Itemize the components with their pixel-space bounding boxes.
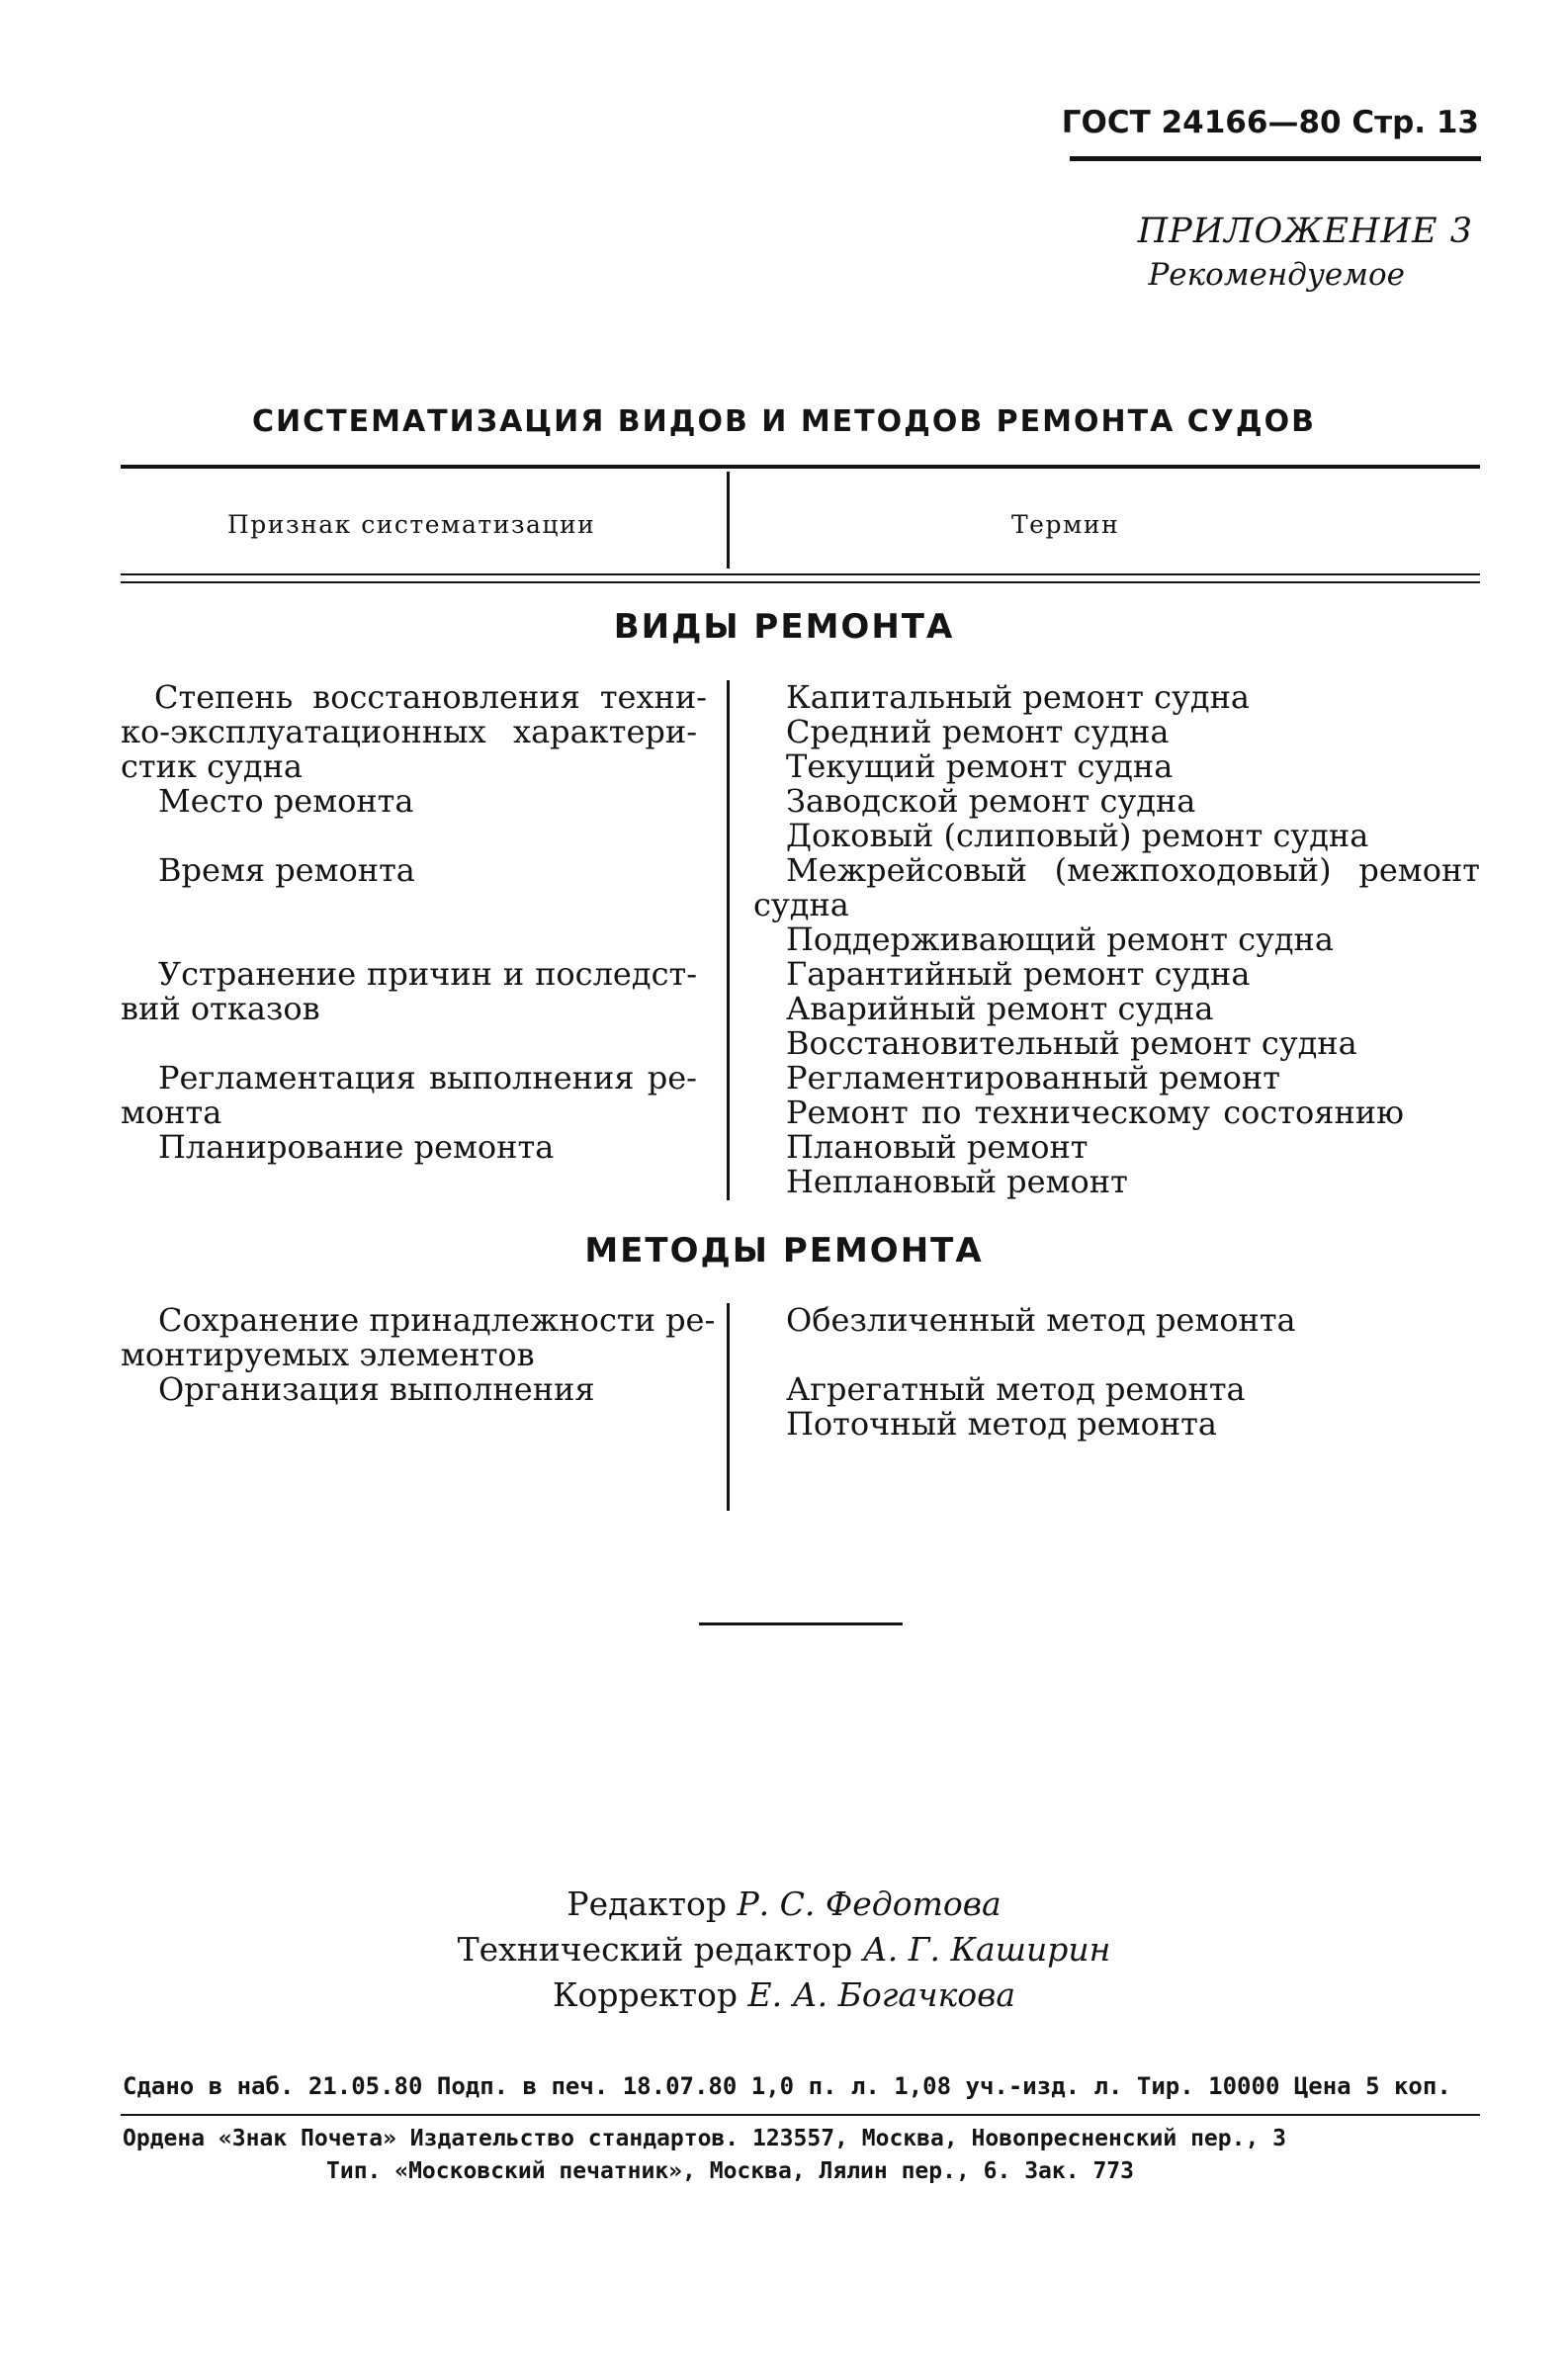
credit-editor: Редактор Р. С. Федотова — [566, 1884, 1002, 1923]
term-voyage-repair-line2: судна — [753, 886, 849, 923]
section-methods-column-divider — [727, 1303, 730, 1511]
table-top-rule — [121, 465, 1480, 469]
term-warranty-repair: Гарантийный ремонт судна — [786, 955, 1251, 993]
term-regulated-repair: Регламентированный ремонт — [786, 1059, 1280, 1096]
feature-planning: Планирование ремонта — [158, 1128, 555, 1166]
publisher-line: Ордена «Знак Почета» Издательство стандартов. 123557, Москва, Новопресненский пер., 3 — [123, 2126, 1287, 2151]
feature-failure-elimination-line1: Устранение причин и последст- — [158, 955, 697, 993]
table-header-rule-2 — [121, 581, 1480, 583]
term-aggregate-method: Агрегатный метод ремонта — [786, 1370, 1246, 1408]
feature-failure-elimination-line2: вий отказов — [121, 990, 320, 1027]
term-capital-repair: Капитальный ремонт судна — [786, 678, 1250, 716]
document-title: СИСТЕМАТИЗАЦИЯ ВИДОВ И МЕТОДОВ РЕМОНТА СУДОВ — [252, 404, 1316, 439]
term-factory-repair: Заводской ремонт судна — [786, 782, 1196, 820]
imprint-rule — [121, 2114, 1480, 2116]
term-restoration-repair: Восстановительный ремонт судна — [786, 1024, 1357, 1062]
term-emergency-repair: Аварийный ремонт судна — [786, 990, 1214, 1027]
section-types-column-divider — [727, 680, 730, 1200]
term-unplanned-repair: Неплановый ремонт — [786, 1163, 1128, 1200]
feature-regulation-line2: монта — [121, 1094, 222, 1131]
credit-tech-editor: Технический редактор А. Г. Каширин — [457, 1930, 1111, 1969]
section-title-methods: МЕТОДЫ РЕМОНТА — [584, 1231, 984, 1271]
term-depersonalized-method: Обезличенный метод ремонта — [786, 1301, 1296, 1339]
term-current-repair: Текущий ремонт судна — [786, 747, 1174, 785]
feature-execution-organization: Организация выполнения — [158, 1370, 595, 1408]
feature-restoration-line2: ко-эксплуатационных характери- — [121, 713, 697, 750]
section-title-types: ВИДЫ РЕМОНТА — [613, 607, 955, 647]
table-header-rule-1 — [121, 573, 1480, 575]
appendix-label: ПРИЛОЖЕНИЕ 3 — [1137, 212, 1473, 251]
column-header-term: Термин — [1011, 510, 1120, 539]
header-column-divider — [727, 472, 730, 569]
feature-regulation-line1: Регламентация выполнения ре- — [158, 1059, 697, 1096]
term-medium-repair: Средний ремонт судна — [786, 713, 1170, 750]
page-header: ГОСТ 24166—80 Стр. 13 — [1061, 105, 1479, 140]
imprint-line: Сдано в наб. 21.05.80 Подп. в печ. 18.07.80 1,0 п. л. 1,08 уч.-изд. л. Тир. 10000 Цена 5 коп. — [123, 2072, 1451, 2100]
term-dock-repair: Доковый (слиповый) ремонт судна — [786, 817, 1369, 854]
column-header-feature: Признак систематизации — [227, 510, 596, 539]
credit-corrector: Корректор Е. А. Богачкова — [552, 1975, 1016, 2014]
feature-restoration-line3: стик судна — [121, 747, 303, 785]
term-planned-repair: Плановый ремонт — [786, 1128, 1089, 1166]
term-voyage-repair-line1: Межрейсовый (межпоходовый) ремонт — [786, 851, 1480, 889]
term-flow-method: Поточный метод ремонта — [786, 1405, 1217, 1443]
term-maintenance-repair: Поддерживающий ремонт судна — [786, 920, 1334, 958]
feature-element-ownership-line1: Сохранение принадлежности ре- — [158, 1301, 716, 1339]
header-rule — [1070, 156, 1481, 161]
end-separator — [699, 1622, 903, 1625]
appendix-status: Рекомендуемое — [1148, 257, 1405, 293]
feature-restoration-line1: Степень восстановления техни- — [154, 678, 707, 716]
printer-line: Тип. «Московский печатник», Москва, Лялин пер., 6. Зак. 773 — [326, 2158, 1134, 2184]
feature-repair-time: Время ремонта — [158, 851, 415, 889]
feature-repair-place: Место ремонта — [158, 782, 414, 820]
term-condition-based-repair: Ремонт по техническому состоянию — [786, 1094, 1404, 1131]
feature-element-ownership-line2: монтируемых элементов — [121, 1336, 535, 1373]
